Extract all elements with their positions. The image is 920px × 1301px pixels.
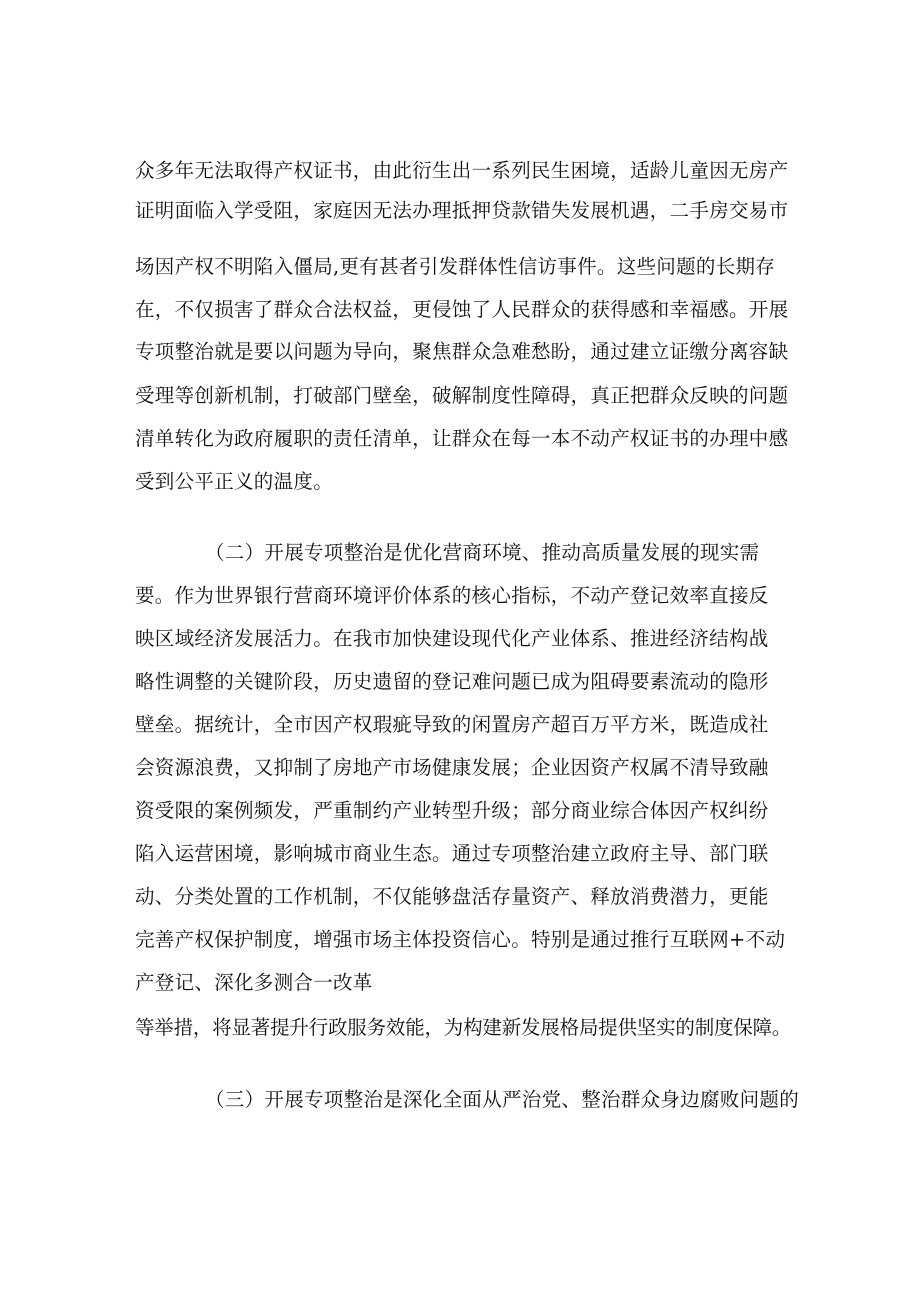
text-line: 会资源浪费，又抑制了房地产市场健康发展；企业因资产权属不清导致融	[135, 756, 769, 779]
text-line: 受理等创新机制，打破部门壁垒，破解制度性障碍，真正把群众反映的问题	[135, 384, 789, 407]
text-line: 专项整治就是要以问题为导向，聚焦群众急难愁盼，通过建立证缴分离容缺	[135, 340, 789, 363]
text-line: 资受限的案例频发，严重制约产业转型升级；部分商业综合体因产权纠纷	[135, 799, 769, 822]
text-line: 众多年无法取得产权证书，由此衍生出一系列民生困境，适龄儿童因无房产	[135, 159, 789, 182]
text-line: 完善产权保护制度，增强市场主体投资信心。特别是通过推行互联网+不动	[135, 928, 786, 951]
section-heading: （三）开展专项整治是深化全面从严治党、整治群众身边腐败问题的	[205, 1088, 800, 1111]
text-line: 在，不仅损害了群众合法权益，更侵蚀了人民群众的获得感和幸福感。开展	[135, 298, 789, 321]
text-line: 清单转化为政府履职的责任清单，让群众在每一本不动产权证书的办理中感	[135, 427, 789, 450]
text-line: 场因产权不明陷入僵局,更有甚者引发群体性信访事件。这些问题的长期存	[135, 255, 776, 278]
text-line: 证明面临入学受阻，家庭因无法办理抵押贷款错失发展机遇，二手房交易市	[135, 199, 789, 222]
text-line: 动、分类处置的工作机制，不仅能够盘活存量资产、释放消费潜力，更能	[135, 885, 769, 908]
text-line: 陷入运营困境，影响城市商业生态。通过专项整治建立政府主导、部门联	[135, 842, 769, 865]
text-line: 壁垒。据统计，全市因产权瑕疵导致的闲置房产超百万平方米，既造成社	[135, 713, 769, 736]
text-line: 略性调整的关键阶段，历史遗留的登记难问题已成为阻碍要素流动的隐形	[135, 670, 769, 693]
text-line: 等举措，将显著提升行政服务效能，为构建新发展格局提供坚实的制度保障。	[135, 1016, 792, 1039]
text-line: 映区域经济发展活力。在我市加快建设现代化产业体系、推进经济结构战	[135, 627, 769, 650]
section-heading: （二）开展专项整治是优化营商环境、推动高质量发展的现实需	[205, 541, 760, 564]
text-line: 要。作为世界银行营商环境评价体系的核心指标，不动产登记效率直接反	[135, 584, 769, 607]
text-line: 受到公平正义的温度。	[135, 470, 334, 493]
text-line: 产登记、深化多测合一改革	[135, 971, 373, 994]
